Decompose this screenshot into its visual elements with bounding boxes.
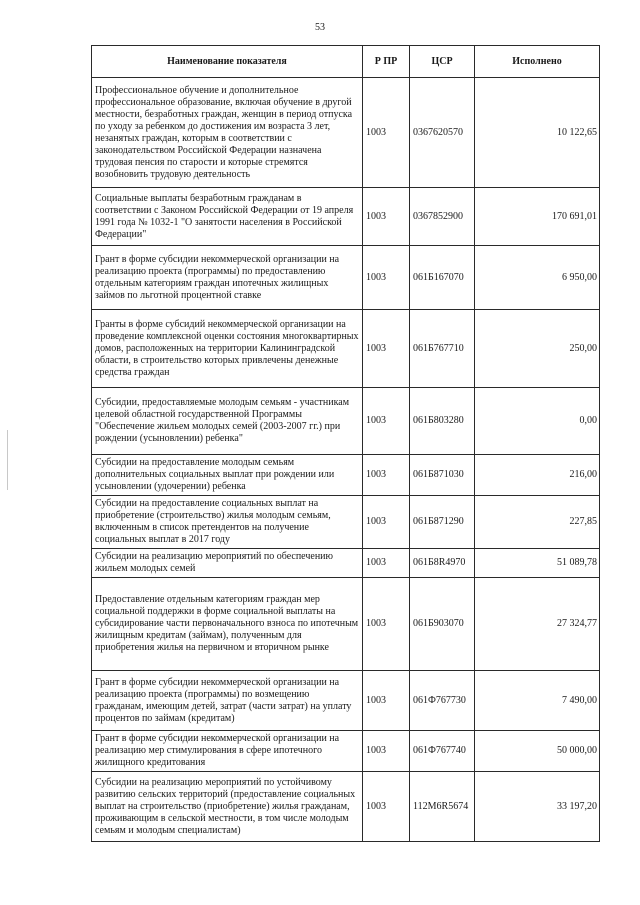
cell-name: Грант в форме субсидии некоммерческой организации на реализацию мер стимулирования в сфере ипотечного жилищного кредитования xyxy=(92,731,363,772)
cell-name: Социальные выплаты безработным гражданам в соответствии с Законом Российской Федерации от 19 апреля 1991 года № 1032-1 "О занятости населения в Российской Федерации" xyxy=(92,188,363,246)
cell-rpr: 1003 xyxy=(363,671,410,731)
cell-sum: 7 490,00 xyxy=(475,671,600,731)
table-row xyxy=(92,246,600,310)
cell-rpr: 1003 xyxy=(363,388,410,455)
cell-sum: 33 197,20 xyxy=(475,772,600,842)
header-row xyxy=(92,46,600,78)
table-row xyxy=(92,578,600,671)
cell-csr: 061Б8R4970 xyxy=(410,549,475,578)
table-row xyxy=(92,731,600,772)
cell-rpr: 1003 xyxy=(363,310,410,388)
cell-name: Субсидии, предоставляемые молодым семьям - участникам целевой областной государственной Программы "Обеспечение жильем молодых семей (2003-2007 гг.) при рождении (усыновлении) ребенка" xyxy=(92,388,363,455)
table-row xyxy=(92,78,600,188)
cell-name: Субсидии на предоставление социальных выплат на приобретение (строительство) жилья молодым семьям, включенным в список претендентов на получение социальных выплат в 2017 году xyxy=(92,496,363,549)
cell-name: Грант в форме субсидии некоммерческой организации на реализацию проекта (программы) по возмещению гражданам, имеющим детей, затрат (части затрат) на уплату процентов по займам (кредитам) xyxy=(92,671,363,731)
header-csr: ЦСР xyxy=(410,46,475,78)
cell-csr: 061Б767710 xyxy=(410,310,475,388)
cell-sum: 227,85 xyxy=(475,496,600,549)
cell-name: Субсидии на реализацию мероприятий по обеспечению жильем молодых семей xyxy=(92,549,363,578)
cell-rpr: 1003 xyxy=(363,455,410,496)
table-row xyxy=(92,671,600,731)
cell-csr: 112М6R5674 xyxy=(410,772,475,842)
cell-sum: 50 000,00 xyxy=(475,731,600,772)
cell-rpr: 1003 xyxy=(363,496,410,549)
cell-name: Профессиональное обучение и дополнительное профессиональное образование, включая обучение в другой местности, безработных граждан, женщин в период отпуска по уходу за ребенком до достижения им возраста 3 лет, незанятых граждан, которым в соответствии с законодательством Российской Федерации назначена трудовая пенсия по старости и которые стремятся возобновить трудовую деятельность xyxy=(92,78,363,188)
cell-csr: 061Б803280 xyxy=(410,388,475,455)
report-table xyxy=(91,45,600,842)
table-row xyxy=(92,455,600,496)
page-number: 53 xyxy=(315,22,325,33)
cell-csr: 061Ф767740 xyxy=(410,731,475,772)
cell-rpr: 1003 xyxy=(363,772,410,842)
cell-sum: 6 950,00 xyxy=(475,246,600,310)
cell-name: Предоставление отдельным категориям граждан мер социальной поддержки в форме социальной выплаты на субсидирование части первоначального взноса по ипотечным жилищным кредитам (займам), полученным для приобретения жилья на первичном и вторичном рынке xyxy=(92,578,363,671)
header-name: Наименование показателя xyxy=(92,46,363,78)
cell-sum: 216,00 xyxy=(475,455,600,496)
table-row xyxy=(92,549,600,578)
cell-name: Субсидии на реализацию мероприятий по устойчивому развитию сельских территорий (предоставление социальных выплат на строительство (приобретение) жилья гражданам, проживающим в сельской местности, в том числе молодым семьям и молодым специалистам) xyxy=(92,772,363,842)
cell-csr: 0367620570 xyxy=(410,78,475,188)
cell-sum: 27 324,77 xyxy=(475,578,600,671)
cell-sum: 250,00 xyxy=(475,310,600,388)
cell-csr: 061Ф767730 xyxy=(410,671,475,731)
table-body xyxy=(92,78,600,842)
table-row xyxy=(92,388,600,455)
cell-sum: 10 122,65 xyxy=(475,78,600,188)
cell-name: Гранты в форме субсидий некоммерческой организации на проведение комплексной оценки состояния многоквартирных домов, расположенных на территории Калининградской области, в строительство которых привлечены денежные средства граждан xyxy=(92,310,363,388)
cell-sum: 170 691,01 xyxy=(475,188,600,246)
cell-csr: 061Б903070 xyxy=(410,578,475,671)
table-header xyxy=(92,46,600,78)
header-rpr: Р ПР xyxy=(363,46,410,78)
table-row xyxy=(92,496,600,549)
cell-rpr: 1003 xyxy=(363,731,410,772)
cell-sum: 0,00 xyxy=(475,388,600,455)
cell-rpr: 1003 xyxy=(363,188,410,246)
cell-csr: 061Б871030 xyxy=(410,455,475,496)
table-row xyxy=(92,188,600,246)
cell-rpr: 1003 xyxy=(363,578,410,671)
scan-edge-mark xyxy=(7,430,8,490)
cell-name: Грант в форме субсидии некоммерческой организации на реализацию проекта (программы) по предоставлению отдельным категориям граждан ипотечных жилищных займов по льготной процентной ставке xyxy=(92,246,363,310)
cell-sum: 51 089,78 xyxy=(475,549,600,578)
table-row xyxy=(92,310,600,388)
header-sum: Исполнено xyxy=(475,46,600,78)
cell-csr: 061Б871290 xyxy=(410,496,475,549)
cell-rpr: 1003 xyxy=(363,246,410,310)
cell-name: Субсидии на предоставление молодым семьям дополнительных социальных выплат при рождении или усыновлении (удочерении) ребенка xyxy=(92,455,363,496)
cell-csr: 0367852900 xyxy=(410,188,475,246)
table-row xyxy=(92,772,600,842)
cell-rpr: 1003 xyxy=(363,549,410,578)
cell-csr: 061Б167070 xyxy=(410,246,475,310)
cell-rpr: 1003 xyxy=(363,78,410,188)
